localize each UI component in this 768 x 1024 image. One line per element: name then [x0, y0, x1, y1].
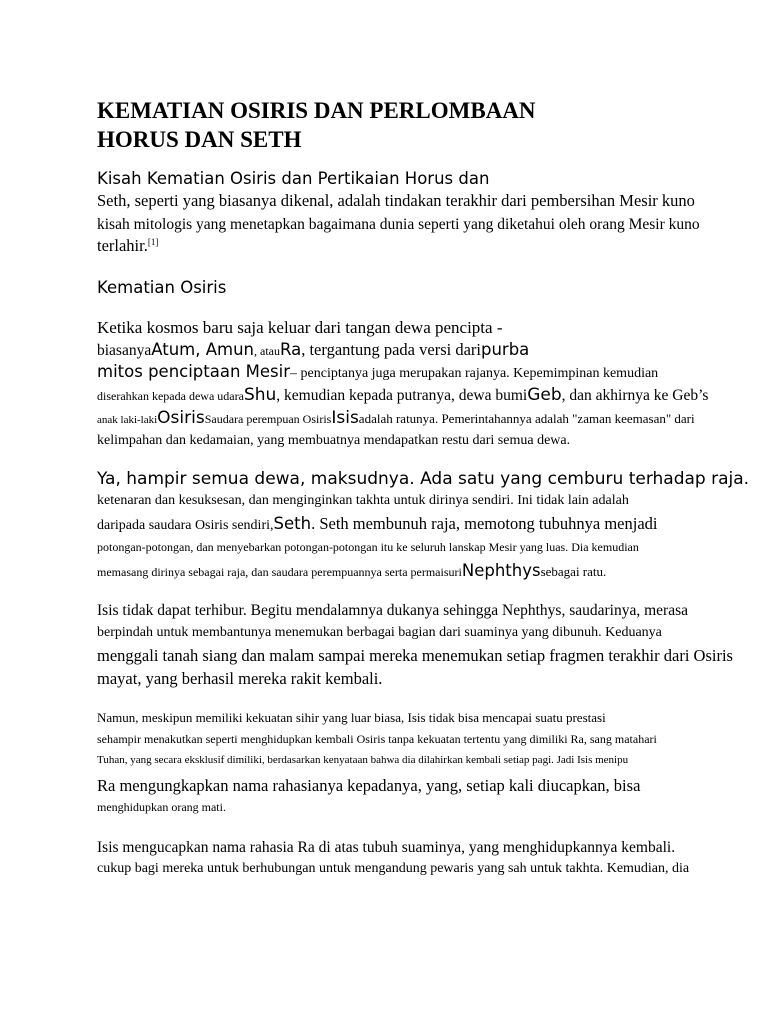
paragraph-line: Isis mengucapkan nama rahasia Ra di atas tubuh suaminya, yang menghidupkannya kembali.	[97, 839, 676, 856]
text-run: Isis	[331, 408, 359, 428]
text-run: anak laki-laki	[97, 414, 158, 426]
text-run: mitos penciptaan Mesir	[97, 362, 291, 381]
paragraph-line: ketenaran dan kesuksesan, dan menginginkan takhta untuk dirinya sendiri. Ini tidak lain adalah	[97, 493, 629, 508]
text-run: Osiris	[157, 408, 205, 428]
intro-text: terlahir.	[97, 236, 148, 255]
section-heading: Kematian Osiris	[97, 278, 227, 297]
paragraph-line	[97, 387, 708, 404]
paragraph-line: Namun, meskipun memiliki kekuatan sihir yang luar biasa, Isis tidak bisa mencapai suatu prestasi	[97, 710, 606, 725]
text-run: Shu	[243, 385, 277, 405]
text-run: Saudara perempuan Osiris	[204, 412, 332, 426]
paragraph-line: potongan-potongan, dan menyebarkan potongan-potongan itu ke seluruh lanskap Mesir yang luas. Dia kemudian	[97, 540, 639, 554]
paragraph-line: sehampir menakutkan seperti menghidupkan kembali Osiris tanpa kekuatan tertentu yang dimiliki Ra, sang matahari	[97, 732, 657, 746]
paragraph-line: Isis tidak dapat terhibur. Begitu mendalamnya dukanya sehingga Nephthys, saudarinya, merasa	[97, 602, 688, 619]
text-run: . Seth membunuh raja, memotong tubuhnya menjadi	[311, 514, 658, 533]
text-run: Seth	[273, 514, 312, 533]
text-run: , dan akhirnya ke Geb’s	[561, 387, 709, 404]
text-run: – penciptanya juga merupakan rajanya. Kepemimpinan kemudian	[290, 366, 659, 381]
intro-line	[97, 238, 158, 255]
text-run: Atum, Amun	[151, 340, 254, 359]
text-run: purba	[480, 340, 530, 359]
text-run: , tergantung pada versi dari	[301, 340, 481, 359]
intro-line: kisah mitologis yang menetapkan bagaimana dunia seperti yang diketahui oleh orang Mesir kuno	[97, 216, 700, 233]
text-run: Ra	[280, 340, 302, 359]
paragraph-line	[97, 563, 606, 580]
paragraph-line	[97, 342, 529, 359]
text-run: , kemudian kepada putranya, dewa bumi	[276, 387, 528, 404]
paragraph-line: Ra mengungkapkan nama rahasianya kepadanya, yang, setiap kali diucapkan, bisa	[97, 776, 641, 795]
text-run: , atau	[254, 344, 280, 358]
text-run: Nephthys	[461, 561, 541, 580]
text-run: daripada saudara Osiris sendiri,	[97, 518, 274, 533]
page-title-line-2: HORUS DAN SETH	[97, 127, 302, 152]
paragraph-line: Tuhan, yang secara eksklusif dimiliki, berdasarkan kenyataan bahwa dia dilahirkan kembali setiap pagi. Jadi Isis menipu	[97, 754, 629, 766]
text-run: adalah ratunya. Pemerintahannya adalah "zaman keemasan" dari	[358, 411, 695, 426]
text-run: Geb	[527, 385, 562, 405]
paragraph-line: menghidupkan orang mati.	[97, 800, 226, 814]
paragraph-line: cukup bagi mereka untuk berhubungan untuk mengandung pewaris yang sah untuk takhta. Kemudian, dia	[97, 861, 690, 876]
paragraph-line: kelimpahan dan kedamaian, yang membuatnya mendapatkan restu dari semua dewa.	[97, 433, 571, 448]
paragraph-line: mayat, yang berhasil mereka rakit kembali.	[97, 669, 383, 688]
paragraph-line	[97, 410, 695, 427]
paragraph-line	[97, 364, 658, 381]
footnote-link[interactable]: [1]	[147, 237, 159, 247]
intro-heading: Kisah Kematian Osiris dan Pertikaian Horus dan	[97, 169, 490, 188]
intro-line: Seth, seperti yang biasanya dikenal, adalah tindakan terakhir dari pembersihan Mesir kuno	[97, 191, 695, 210]
text-run: diserahkan kepada dewa udara	[97, 389, 244, 403]
page-title-line-1: KEMATIAN OSIRIS DAN PERLOMBAAN	[97, 98, 536, 123]
paragraph-line: Ya, hampir semua dewa, maksudnya. Ada satu yang cemburu terhadap raja.	[97, 469, 750, 489]
paragraph-line: Ketika kosmos baru saja keluar dari tangan dewa pencipta -	[97, 318, 503, 337]
text-run: biasanya	[97, 342, 152, 359]
text-run: sebagai ratu.	[540, 564, 607, 579]
paragraph-line	[97, 516, 658, 533]
paragraph-line: berpindah untuk membantunya menemukan berbagai bagian dari suaminya yang dibunuh. Keduanya	[97, 625, 662, 640]
text-run: memasang dirinya sebagai raja, dan saudara perempuannya serta permaisuri	[97, 565, 462, 579]
paragraph-line: menggali tanah siang dan malam sampai mereka menemukan setiap fragmen terakhir dari Osiris	[97, 646, 733, 665]
